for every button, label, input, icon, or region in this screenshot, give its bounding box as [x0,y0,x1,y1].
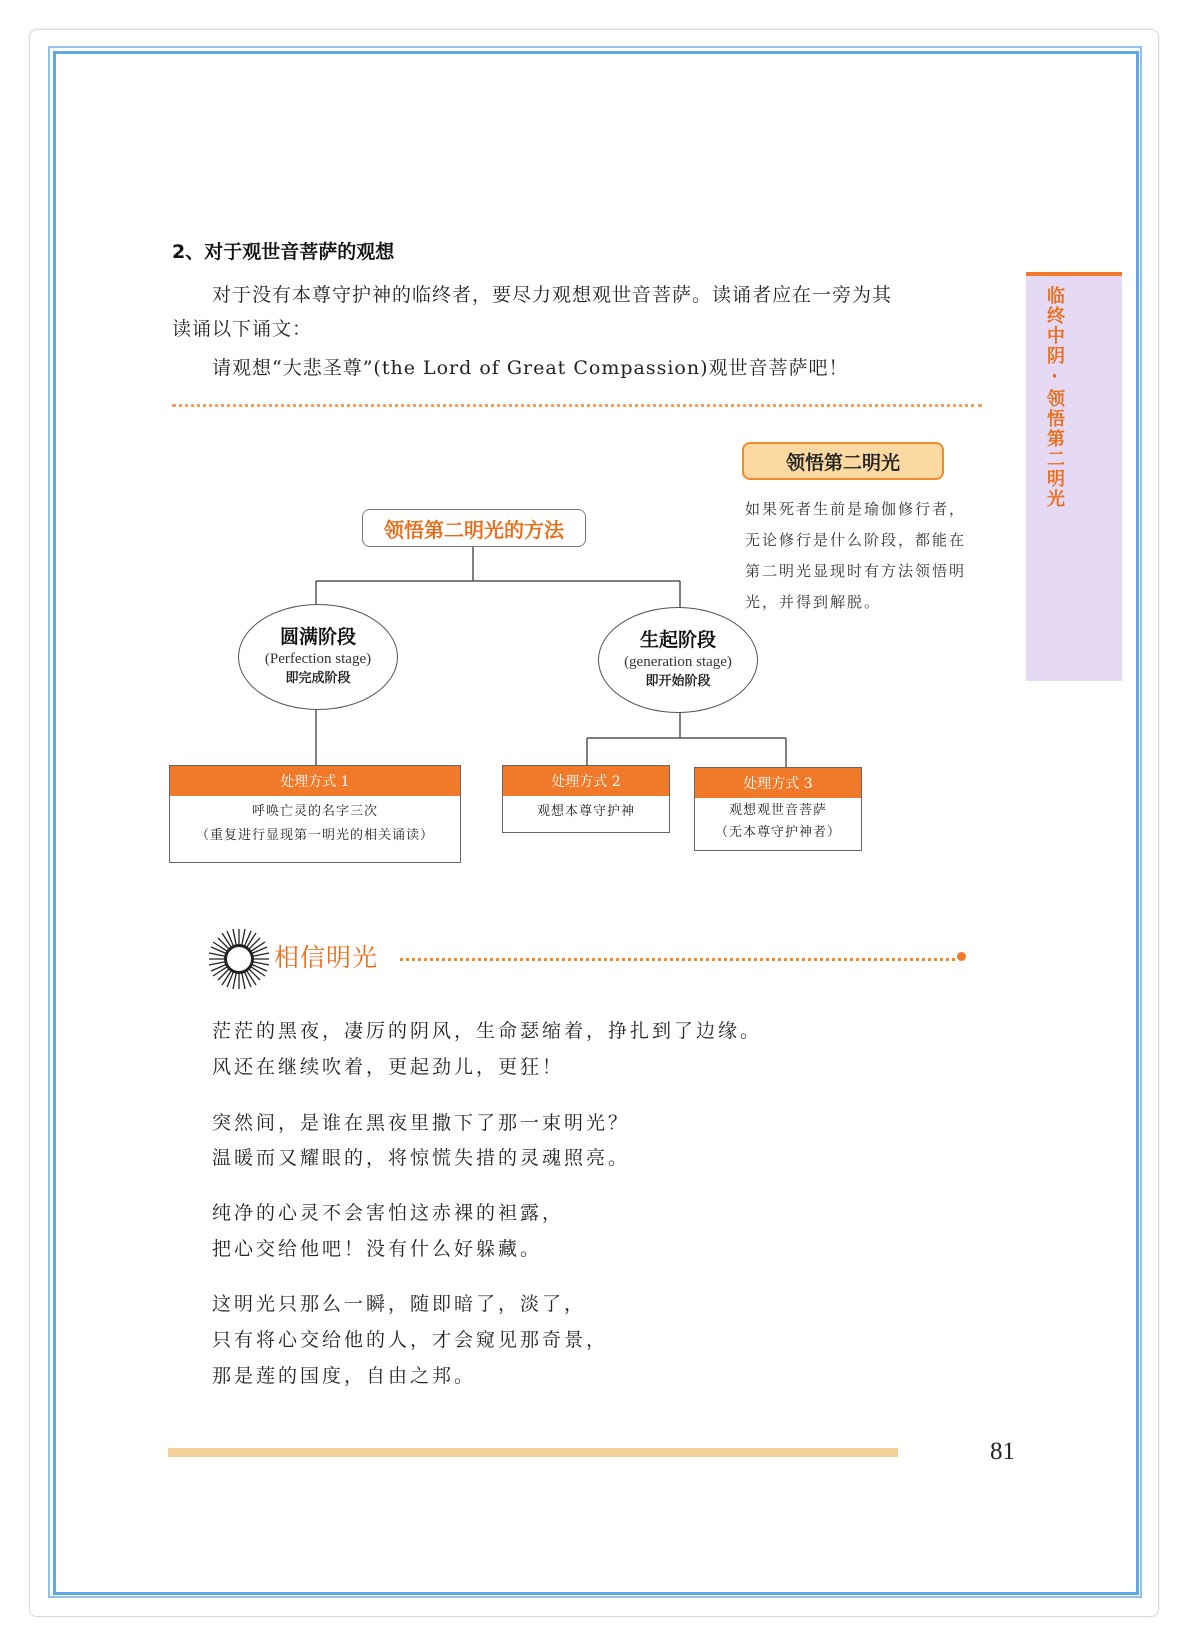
poem-line: 只有将心交给他的人，才会窥见那奇景， [212,1329,609,1351]
poem-line: 那是莲的国度，自由之邦。 [212,1365,477,1387]
second-light-title: 领悟第二明光 [742,442,944,480]
method-box-2 [502,765,670,833]
sun-burst-icon [208,928,270,990]
method-body [695,798,861,844]
method-line: 呼唤亡灵的名字三次 [251,804,378,819]
stage-subtitle: 即完成阶段 [285,671,351,686]
section-dotted-rule [400,958,955,961]
second-light-desc-line: 光，并得到解脱。 [745,593,882,611]
method-body [503,796,669,824]
chapter-side-tab-label: 临终中阴·领悟第二明光 [1044,286,1065,509]
stage-generation [598,607,758,713]
second-light-desc-line: 无论修行是什么阶段，都能在 [745,531,967,549]
method-root-title: 领悟第二明光的方法 [362,509,586,547]
poem-line: 温暖而又耀眼的，将惊慌失措的灵魂照亮。 [212,1147,631,1169]
method-line: 观想本尊守护神 [536,804,635,819]
dotted-divider [172,404,982,407]
method-body [170,796,460,848]
method-line: （无本尊守护神者） [714,825,841,840]
stage-perfection [238,604,398,710]
footer-bar [168,1448,898,1457]
method-line: 观想观世音菩萨 [728,803,827,818]
stage-subtitle: 即开始阶段 [645,674,711,689]
poem-line: 这明光只那么一瞬，随即暗了，淡了， [212,1293,587,1315]
method-label: 处理方式 3 [695,768,861,798]
believe-title: 相信明光 [274,943,379,972]
method-label: 处理方式 1 [170,766,460,796]
paragraph-line-2: 读诵以下诵文： [172,318,313,340]
method-label: 处理方式 2 [503,766,669,796]
method-line: （重复进行显现第一明光的相关诵读） [195,828,434,843]
section-rule-end-dot [957,952,966,961]
poem-line: 风还在继续吹着，更起劲儿，更狂！ [212,1056,565,1078]
poem-line: 突然间，是谁在黑夜里撒下了那一束明光？ [212,1112,631,1134]
method-box-1 [169,765,461,863]
method-box-3 [694,767,862,851]
second-light-desc-line: 如果死者生前是瑜伽修行者， [745,500,967,518]
section-heading: 2、对于观世音菩萨的观想 [172,241,395,263]
stage-english: (Perfection stage) [264,651,372,667]
poem-line: 把心交给他吧！没有什么好躲藏。 [212,1238,543,1260]
paragraph-line-1: 对于没有本尊守护神的临终者，要尽力观想观世音菩萨。读诵者应在一旁为其 [212,284,893,306]
stage-title: 生起阶段 [639,629,716,651]
stage-english: (generation stage) [624,654,732,670]
poem-line: 纯净的心灵不会害怕这赤裸的袒露， [212,1202,565,1224]
poem-line: 茫茫的黑夜，凄厉的阴风，生命瑟缩着，挣扎到了边缘。 [212,1020,763,1042]
invocation-text: 请观想“大悲圣尊”(the Lord of Great Compassion)观世音菩萨吧！ [212,357,849,379]
stage-title: 圆满阶段 [279,626,356,648]
page-number: 81 [990,1438,1015,1465]
second-light-desc-line: 第二明光显现时有方法领悟明 [745,562,967,580]
